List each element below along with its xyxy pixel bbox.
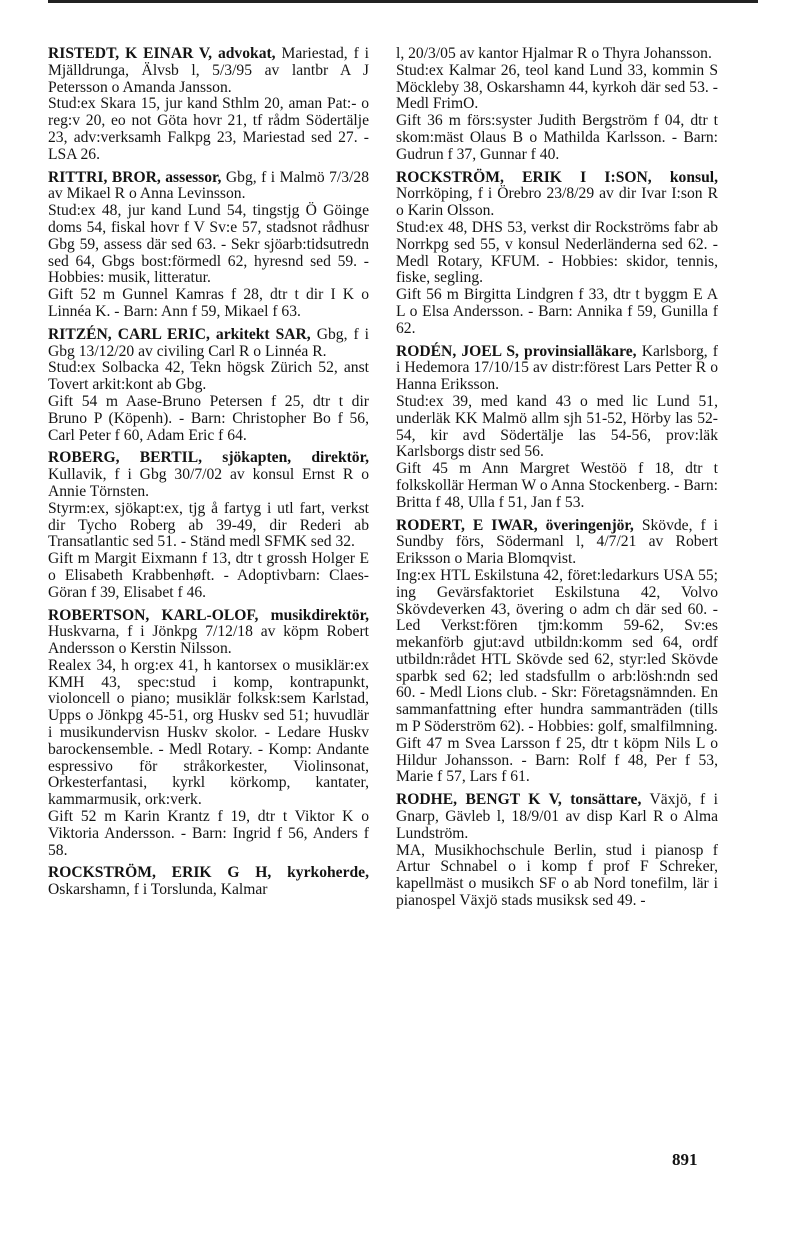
entry-paragraph: Styrm:ex, sjökapt:ex, tjg å fartyg i utl fart, verkst dir Tycho Roberg ab 39-49, dir Rederi ab Transatlantic sed 51. - Ständ medl SFMK sed 32.	[48, 499, 369, 551]
entry-paragraph: Gift 52 m Karin Krantz f 19, dtr t Viktor K o Viktoria Andersson. - Barn: Ingrid f 56, Anders f 58.	[48, 808, 369, 859]
left-column	[48, 46, 369, 905]
entry-first-paragraph	[48, 170, 369, 204]
top-rule	[48, 0, 758, 3]
entry-paragraph: Stud:ex 48, DHS 53, verkst dir Rockströms fabr ab Norrkpg sed 55, v konsul Nederländerna sed 62. - Medl Rotary, KFUM. - Hobbies: skidor, tennis, fiske, segling.	[396, 218, 718, 287]
entry-text: Skövde, f i Sundby förs, Södermanl l, 4/7/21 av Robert Eriksson o Maria Blomqvist.	[396, 516, 718, 568]
entry-paragraph: l, 20/3/05 av kantor Hjalmar R o Thyra Johansson.	[396, 45, 712, 62]
entry-name: ROBERG, BERTIL, sjökapten, direktör,	[48, 449, 369, 467]
entry-first-paragraph	[396, 792, 718, 842]
entry-name: RITZÉN, CARL ERIC, arkitekt SAR,	[48, 325, 311, 343]
entry-first-paragraph	[48, 608, 369, 658]
entry-first-paragraph	[396, 170, 718, 220]
biography-entry	[396, 344, 718, 512]
entry-paragraph: Gift m Margit Eixmann f 13, dtr t grossh Holger E o Elisabeth Krabbenhøft. - Adoptivbarn: Claes-Göran f 39, Elisabet f 46.	[48, 550, 369, 601]
entry-name: RISTEDT, K EINAR V, advokat,	[48, 45, 276, 62]
entry-text: Norrköping, f i Örebro 23/8/29 av dir Ivar I:son R o Karin Olsson.	[396, 185, 718, 220]
entry-paragraph: MA, Musikhochschule Berlin, stud i pianosp f Artur Schnabel o i komp f prof F Schreker, kapellmäst o musikch SF o ab Nord tonefilm, lär i pianospel Växjö stads musiksk sed 49. -	[396, 841, 718, 910]
entry-paragraph: Ing:ex HTL Eskilstuna 42, föret:ledarkurs USA 55; ing Gevärsfaktoriet Eskilstuna 42, Volvo Skövdeverken 43, övering o adm ch där sed 60. - Led Verkst:fören tjm:komm 59-62, Sv:es mekanförb gjut:avd utbildn:komm sed 64, ordf utbildn:rådet HTL Skövde sed 62, styr:led Skövde sparbk sed 62; led stadsfullm o arb:lösh:ndn sed 60. - Medl Lions club. - Skr: Företagsnämnden. En sammanfattning efter hundra sammanträden (tills m P Söderström 62). - Hobbies: golf, smalfilmning.	[396, 566, 718, 736]
biography-entry	[48, 170, 369, 321]
biography-entry	[48, 865, 369, 899]
entry-paragraph: Gift 45 m Ann Margret Westöö f 18, dtr t folkskollär Herman W o Anna Stockenberg. - Barn: Britta f 48, Ulla f 51, Jan f 53.	[396, 460, 718, 511]
entry-name: ROCKSTRÖM, ERIK I I:SON, konsul,	[396, 168, 718, 186]
entry-paragraph: Gift 54 m Aase-Bruno Petersen f 25, dtr t dir Bruno P (Köpenh). - Barn: Christopher Bo f 56, Carl Peter f 60, Adam Eric f 64.	[48, 392, 369, 444]
biography-entry	[48, 46, 369, 164]
entry-text: Kullavik, f i Gbg 30/7/02 av konsul Ernst R o Annie Törnsten.	[48, 466, 369, 500]
entry-name: ROBERTSON, KARL-OLOF, musikdirektör,	[48, 606, 369, 624]
entry-text: Mariestad, f i Mjälldrunga, Älvsb l, 5/3/95 av lantbr A J Petersson o Amanda Jansson.	[48, 45, 369, 96]
right-column	[396, 46, 718, 916]
continued-entry	[396, 46, 718, 164]
entry-name: RODERT, E IWAR, överingenjör,	[396, 516, 634, 534]
biography-entry	[48, 327, 369, 445]
entry-first-paragraph	[48, 327, 369, 361]
entry-paragraph: Stud:ex 48, jur kand Lund 54, tingstjg Ö Göinge doms 54, fiskal hovr f V Sv:e 57, stadsnot rådhusr Gbg 59, assess där sed 63. - Sekr sjöarb:tidsutredn sed 64, Gbgs bost:förmedl 62, hyresnd sed 59. - Hobbies: musik, litteratur.	[48, 202, 369, 287]
entry-text: Gbg, f i Gbg 13/12/20 av civiling Carl R o Linnéa R.	[48, 325, 370, 360]
entry-paragraph: Gift 52 m Gunnel Kamras f 28, dtr t dir I K o Linnéa K. - Barn: Ann f 59, Mikael f 63.	[48, 286, 369, 320]
entry-first-paragraph	[48, 46, 369, 96]
entry-name: RODHE, BENGT K V, tonsättare,	[396, 791, 642, 809]
entry-text: Huskvarna, f i Jönkpg 7/12/18 av köpm Robert Andersson o Kerstin Nilsson.	[48, 623, 369, 658]
entry-text: Oskarshamn, f i Torslunda, Kalmar	[48, 881, 268, 899]
entry-paragraph: Gift 47 m Svea Larsson f 25, dtr t köpm Nils L o Hildur Johansson. - Barn: Rolf f 48, Per f 53, Marie f 57, Lars f 61.	[396, 734, 718, 786]
biography-entry	[396, 518, 718, 787]
entry-first-paragraph	[396, 518, 718, 568]
entry-paragraph: Stud:ex Solbacka 42, Tekn högsk Zürich 52, anst Tovert arkit:kont ab Gbg.	[48, 359, 369, 394]
entry-text: Gbg, f i Malmö 7/3/28 av Mikael R o Anna Levinsson.	[48, 168, 369, 203]
entry-paragraph: Gift 36 m förs:syster Judith Bergström f 04, dtr t skom:mäst Olaus B o Mathilda Karlsson. - Barn: Gudrun f 37, Gunnar f 40.	[396, 112, 718, 163]
entry-paragraph: Realex 34, h org:ex 41, h kantorsex o musiklär:ex KMH 43, spec:stud i komp, kontrapunkt, violoncell o piano; musiklär folksk:sem Karlstad, Upps o Jönkpg 45-51, org Huskv sed 51; huvudlär i musikundervisn Huskv skolor. - Ledare Huskv barockensemble. - Medl Rotary. - Komp: Andante espressivo för stråkorkester, Violinsonat, Orkesterfantasi, kyrkl körkomp, kantater, kammarmusik, ork:verk.	[48, 656, 369, 809]
entry-name: RITTRI, BROR, assessor,	[48, 168, 222, 186]
entry-first-paragraph	[396, 344, 718, 394]
entry-paragraph: Gift 56 m Birgitta Lindgren f 33, dtr t byggm E A L o Elsa Andersson. - Barn: Annika f 59, Gunilla f 62.	[396, 286, 718, 337]
entry-first-paragraph	[48, 865, 369, 899]
entry-paragraph: Stud:ex 39, med kand 43 o med lic Lund 51, underläk KK Malmö allm sjh 51-52, Hörby las 52-54, kir avd Södertälje las 54-56, prov:läk Karlsborgs distr sed 56.	[396, 392, 718, 461]
page-number: 891	[672, 1150, 698, 1169]
entry-text: Karlsborg, f i Hedemora 17/10/15 av distr:förest Lars Petter R o Hanna Eriksson.	[396, 342, 718, 394]
biography-entry	[396, 170, 718, 338]
entry-name: ROCKSTRÖM, ERIK G H, kyrkoherde,	[48, 864, 369, 882]
entry-first-paragraph	[48, 450, 369, 500]
biography-entry	[48, 608, 369, 860]
entry-paragraph: Stud:ex Kalmar 26, teol kand Lund 33, kommin S Möckleby 38, Oskarshamn 44, kyrkoh där sed 53. - Medl FrimO.	[396, 61, 718, 113]
biography-entry	[396, 792, 718, 910]
entry-name: RODÉN, JOEL S, provinsialläkare,	[396, 342, 637, 360]
entry-paragraph: Stud:ex Skara 15, jur kand Sthlm 20, aman Pat:- o reg:v 20, eo not Göta hovr 21, tf rådm Södertälje 23, adv:verksamh Falkpg 23, Mariestad sed 27. - LSA 26.	[48, 95, 369, 163]
entry-text: Växjö, f i Gnarp, Gävleb l, 18/9/01 av disp Karl R o Alma Lundström.	[396, 791, 718, 842]
biography-entry	[48, 450, 369, 601]
